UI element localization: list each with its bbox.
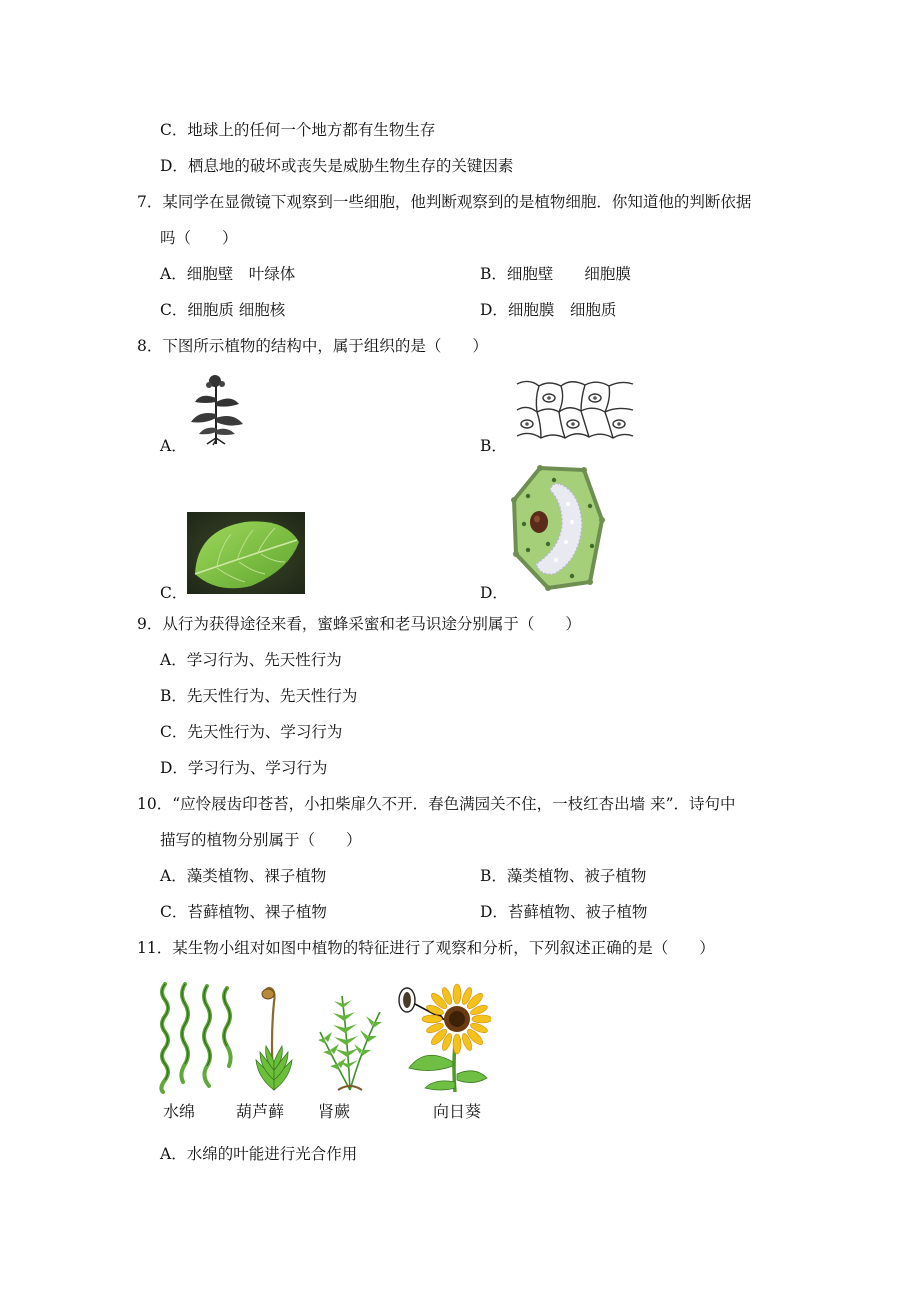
q9-option-b: B．先天性行为、先天性行为 — [160, 687, 358, 705]
sunflower-image — [395, 982, 491, 1096]
q10-option-b: B．藻类植物、被子植物 — [480, 867, 647, 885]
q7-stem-line2: 吗（ ） — [160, 229, 238, 247]
q9-stem: 9．从行为获得途径来看，蜜蜂采蜜和老马识途分别属于（ ） — [137, 615, 581, 633]
leaf-photo — [187, 512, 305, 594]
fern-image — [312, 986, 388, 1092]
caption-moss: 葫芦藓 — [236, 1102, 285, 1121]
q10-option-c: C．苔藓植物、裸子植物 — [160, 903, 327, 921]
q10-stem-line1: 10．“应怜屐齿印苍苔，小扣柴扉久不开．春色满园关不住，一枝红杏出墙 来”．诗句中 — [137, 795, 736, 813]
caption-sunflower: 向日葵 — [433, 1102, 482, 1121]
plant-cell-diagram — [510, 464, 606, 592]
moss-image — [250, 982, 298, 1094]
q9-option-c: C．先天性行为、学习行为 — [160, 723, 343, 741]
q8-label-b: B． — [480, 437, 507, 455]
q10-stem-line2: 描写的植物分别属于（ ） — [160, 831, 362, 849]
epidermis-tissue-sketch — [515, 376, 635, 442]
spirogyra-image — [155, 982, 241, 1094]
q7-option-c: C．细胞质 细胞核 — [160, 301, 286, 319]
q6-option-d: D．栖息地的破坏或丧失是威胁生物生存的关键因素 — [160, 157, 514, 175]
q6-option-c: C．地球上的任何一个地方都有生物生存 — [160, 121, 436, 139]
caption-fern: 肾蕨 — [318, 1102, 351, 1121]
plant-sketch-image — [185, 372, 247, 446]
q7-option-d: D．细胞膜 细胞质 — [480, 301, 617, 319]
q8-label-d: D． — [480, 584, 508, 602]
q11-stem: 11．某生物小组对如图中植物的特征进行了观察和分析，下列叙述正确的是（ ） — [137, 939, 715, 957]
q9-option-d: D．学习行为、学习行为 — [160, 759, 328, 777]
q7-option-a: A．细胞壁 叶绿体 — [160, 265, 296, 283]
q8-label-a: A． — [160, 437, 187, 455]
q8-label-c: C． — [160, 584, 188, 602]
q9-option-a: A．学习行为、先天性行为 — [160, 651, 342, 669]
q8-stem: 8．下图所示植物的结构中，属于组织的是（ ） — [137, 337, 488, 355]
q11-option-a: A．水绵的叶能进行光合作用 — [160, 1145, 358, 1163]
q10-option-a: A．藻类植物、裸子植物 — [160, 867, 327, 885]
q7-option-b: B．细胞壁 细胞膜 — [480, 265, 631, 283]
caption-spirogyra: 水绵 — [163, 1102, 196, 1121]
q10-option-d: D．苔藓植物、被子植物 — [480, 903, 648, 921]
q7-stem-line1: 7．某同学在显微镜下观察到一些细胞，他判断观察到的是植物细胞．你知道他的判断依据 — [137, 193, 752, 211]
